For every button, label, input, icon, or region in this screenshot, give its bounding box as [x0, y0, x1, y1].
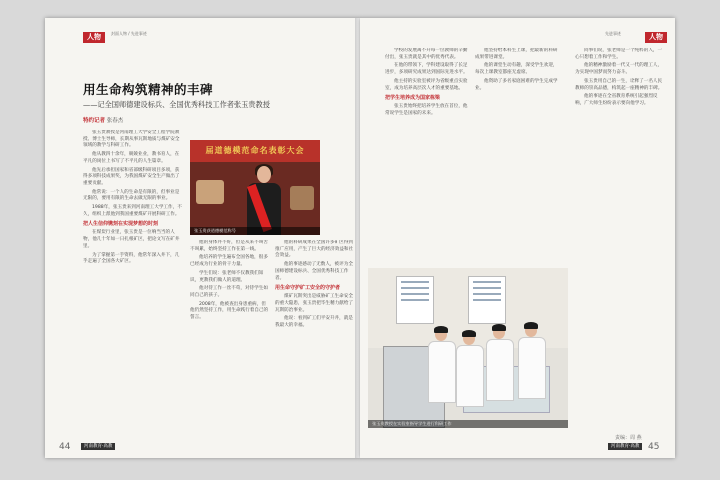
paragraph: 煤矿瓦斯突出是威胁矿工生命安全的重大隐患，张玉贵把毕生精力献给了瓦斯防治事业。 [275, 294, 354, 313]
student-figure [456, 332, 482, 407]
paragraph: 他资助了多名家庭困难的学生完成学业。 [475, 78, 558, 91]
text-column-1 [83, 130, 183, 430]
section-tag: 人物 [645, 32, 667, 43]
paragraph: 他的科研成果在全国许多矿区得到推广应用，产生了巨大的经济效益和社会效益。 [275, 240, 354, 259]
magazine-name: 河南教育·高教 [608, 443, 642, 450]
article-title: 用生命构筑精神的丰碑 [83, 82, 214, 97]
wall-poster [396, 276, 434, 324]
paragraph: 2008年，他被查出身患重病，但他仍然坚持工作，用生命践行着自己的誓言。 [190, 301, 269, 321]
byline-label: 特约记者 [83, 118, 106, 124]
section-heading: 用生命守护矿工安全的守护者 [275, 285, 341, 292]
text-column-2 [475, 48, 560, 263]
paragraph: 在他的带领下，学科建设取得了长足进步，多项研究成果达到国际先进水平。 [385, 63, 468, 76]
paragraph: 他常说：一个人的生命是有限的，但事业是无限的，要用有限的生命去做无限的事业。 [83, 189, 180, 202]
wall-poster [468, 276, 506, 324]
paragraph: 学生们说：张老师不仅教我们知识，更教我们做人的道理。 [190, 270, 264, 283]
paragraph: 他先后承担国家和省部级科研项目多项，获得多项科技成果奖，为我国煤矿安全生产做出了重要贡献。 [83, 167, 180, 186]
paragraph: 同事们说，张老师是一个纯粹的人，一心只想着工作和学生。 [575, 48, 663, 60]
award-photo [190, 140, 320, 235]
photo-caption: 张玉贵获道德模范称号 [190, 227, 320, 235]
seated-person [196, 180, 224, 204]
paragraph: 他对待工作一丝不苟，对待学生如同自己的孩子。 [190, 286, 268, 298]
page-header: 封面人物 / 先进事迹 [111, 31, 147, 36]
student-figure [428, 328, 454, 403]
honoree-figure [245, 166, 283, 235]
section-tag: 人物 [83, 32, 105, 43]
photo-banner: 届道德模范命名表彰大会 [190, 140, 320, 162]
paragraph: 他培养的学生遍布全国各地，很多已经成为行业的骨干力量。 [190, 255, 268, 268]
paragraph: 张玉贵教授是河南理工大学安全工程学院教授、博士生导师，长期从事瓦斯地质与煤矿安全领域的教学与科研工作。 [83, 130, 180, 149]
text-column-3 [275, 240, 355, 435]
paragraph: 他的课堂生动有趣，深受学生欢迎，每次上课教室都座无虚席。 [475, 63, 558, 76]
paragraph: 他说：看到矿工们平安升井，就是我最大的幸福。 [275, 316, 353, 329]
paragraph: 学校的发展离不开每一位教师的辛勤付出，张玉贵就是其中的优秀代表。 [385, 48, 468, 60]
section-heading: 把人生信仰镌刻在实现梦想的时刻 [83, 221, 159, 228]
section-heading: 把学生培养成为国家栋梁 [385, 95, 441, 102]
byline [83, 116, 123, 124]
magazine-name: 河南教育·高教 [81, 443, 115, 450]
text-column-1 [385, 48, 470, 263]
paragraph: 他的身体并不好，但是从来不叫苦不叫累，始终坚持工作在第一线。 [190, 240, 268, 252]
paragraph: 1988年，张玉贵来到河南理工大学工作，不久，组织上派他到我国重要煤矿开展科研工作。 [83, 205, 182, 217]
lab-photo [368, 268, 568, 428]
paragraph: 他的事迹在全省教育系统引起强烈反响，广大师生纷纷表示要向他学习。 [575, 94, 658, 106]
page-header: 先进事迹 [605, 31, 621, 36]
paragraph: 他从教四十余年，兢兢业业，教书育人，在平凡的岗位上书写了不平凡的人生篇章。 [83, 152, 180, 164]
paragraph: 张玉贵用自己的一生，诠释了一名人民教师的崇高品德，构筑起一座精神的丰碑。 [575, 78, 663, 91]
paragraph: 在煤炭行业里，张玉贵是一位响当当的人物，他几十年如一日扎根矿区，把论文写在矿井里。 [83, 230, 180, 249]
byline-name: 张春杰 [106, 118, 124, 124]
left-page [45, 18, 360, 458]
paragraph: 他的精神激励着一代又一代的理工人，为实现中国梦而努力奋斗。 [575, 63, 663, 76]
paragraph: 为了掌握第一手资料，他常年深入井下，几乎走遍了全国各大矿区。 [83, 252, 180, 265]
page-number: 44 [59, 442, 71, 452]
professor-figure [486, 326, 512, 401]
text-column-2 [190, 240, 270, 435]
right-page [360, 18, 675, 458]
editor-note: 责编：周 燕 [615, 435, 642, 441]
photo-caption: 张玉贵教授在实验室指导学生进行科研工作 [368, 420, 568, 428]
paragraph: 张玉贵始终把培养学生放在首位，他常说学生是国家的未来。 [385, 104, 468, 116]
seated-person [290, 186, 314, 210]
article-subtitle: ——记全国师德建设标兵、全国优秀科技工作者张玉贵教授 [83, 100, 270, 109]
text-column-3 [575, 48, 665, 433]
paragraph: 他的事迹感动了无数人，被评为全国师德建设标兵、全国优秀科技工作者。 [275, 262, 353, 281]
paragraph: 他坚持给本科生上课，把最新的科研成果带进课堂。 [475, 48, 558, 60]
page-number: 45 [648, 442, 660, 452]
student-figure [518, 324, 544, 399]
paragraph: 他主持的实验室被评为省级重点实验室，成为培养高层次人才的重要基地。 [385, 78, 468, 91]
